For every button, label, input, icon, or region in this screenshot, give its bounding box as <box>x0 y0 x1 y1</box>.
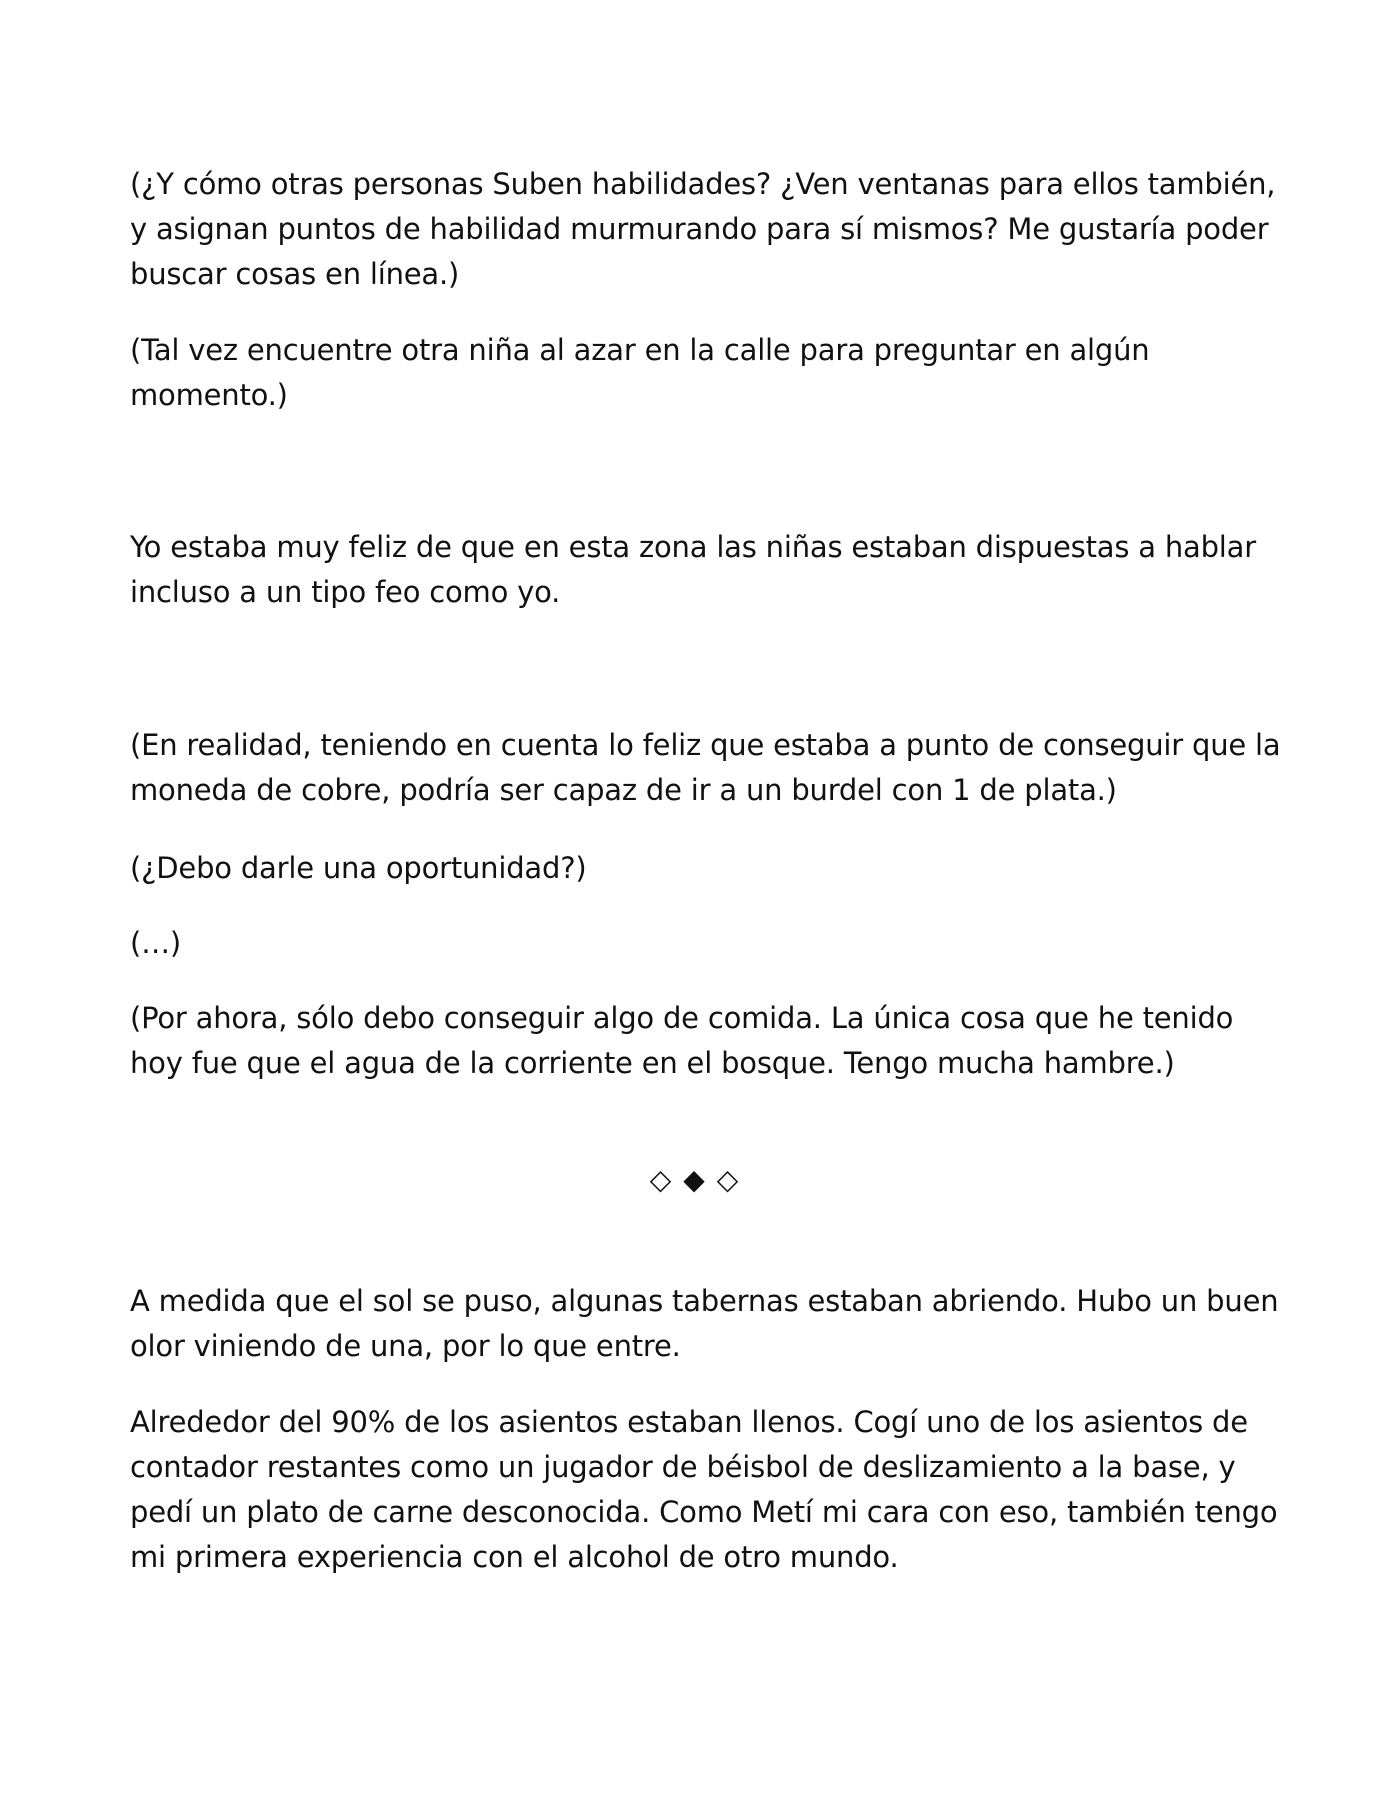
paragraph-3: Yo estaba muy feliz de que en esta zona las niñas estaban dispuestas a hablar incluso a un tipo feo como yo. <box>130 530 1256 609</box>
paragraph-8: A medida que el sol se puso, algunas tabernas estaban abriendo. Hubo un buen olor viniendo de una, por lo que entre. <box>130 1284 1279 1363</box>
scene-break-diamonds: ◇◆◇ <box>649 1163 751 1196</box>
paragraph-2: (Tal vez encuentre otra niña al azar en la calle para preguntar en algún momento.) <box>130 333 1150 412</box>
paragraph-7: (Por ahora, sólo debo conseguir algo de comida. La única cosa que he tenido hoy fue que el agua de la corriente en el bosque. Tengo mucha hambre.) <box>130 1001 1234 1080</box>
paragraph-6: (…) <box>130 926 182 960</box>
paragraph-1: (¿Y cómo otras personas Suben habilidades? ¿Ven ventanas para ellos también, y asignan puntos de habilidad murmurando para sí mismos? Me gustaría poder buscar cosas en línea.) <box>130 167 1276 291</box>
paragraph-4: (En realidad, teniendo en cuenta lo feliz que estaba a punto de conseguir que la moneda de cobre, podría ser capaz de ir a un burdel con 1 de plata.) <box>130 728 1281 807</box>
paragraph-9: Alrededor del 90% de los asientos estaban llenos. Cogí uno de los asientos de contador restantes como un jugador de béisbol de deslizamiento a la base, y pedí un plato de carne desconocida. Como Metí mi cara con eso, también tengo mi primera experiencia con el alcohol de otro mundo. <box>130 1405 1278 1574</box>
paragraph-5: (¿Debo darle una oportunidad?) <box>130 851 587 885</box>
